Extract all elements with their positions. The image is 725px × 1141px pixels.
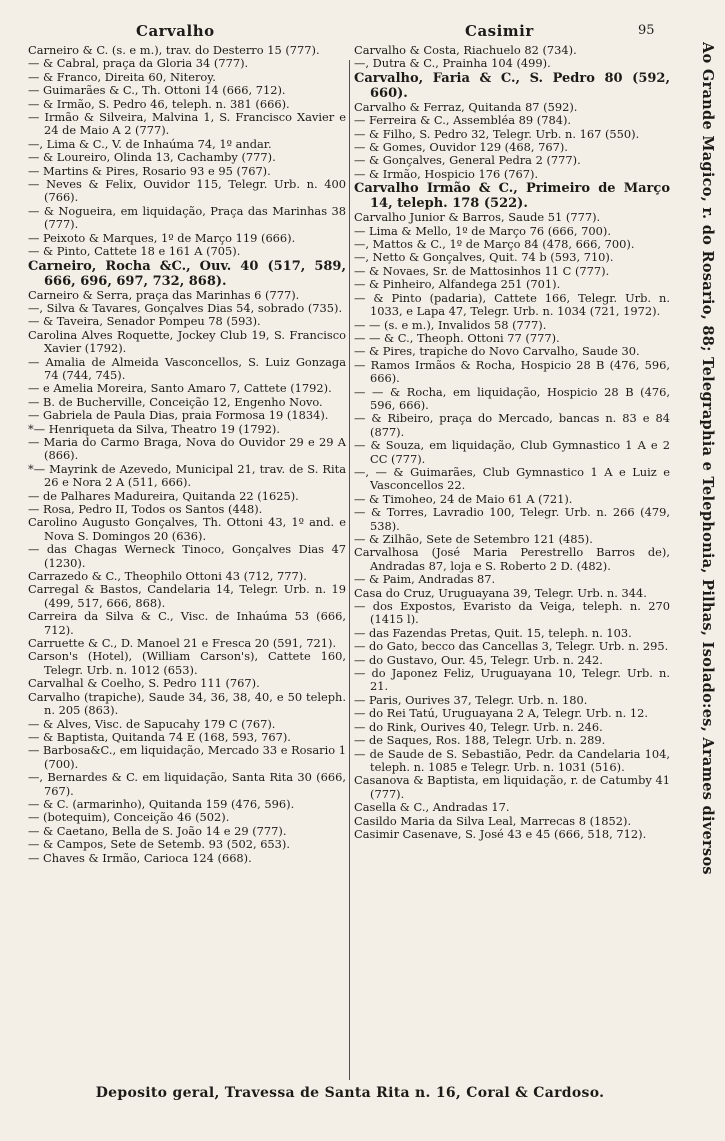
- directory-entry: *— Henriqueta da Silva, Theatro 19 (1792).: [28, 421, 281, 436]
- directory-entry: — & Irmão, Hospicio 176 (767).: [354, 166, 539, 181]
- directory-entry: — — & Rocha, em liquidação, Hospicio 28 B (476, 596, 666).: [354, 384, 670, 412]
- directory-entry: Carreira da Silva & C., Visc. de Inhaúma 53 (666, 712).: [28, 609, 346, 637]
- directory-entry: — Rosa, Pedro II, Todos os Santos (448).: [28, 502, 263, 516]
- directory-entry: Carvalho Junior & Barros, Saude 51 (777).: [354, 210, 601, 225]
- directory-entry: Carolina Alves Roquette, Jockey Club 19, S. Francisco Xavier (1792).: [28, 327, 346, 356]
- directory-entry: — Irmão & Silveira, Malvina 1, S. Francisco Xavier e 24 de Maio A 2 (777).: [28, 110, 346, 138]
- directory-entry: — de Saques, Ros. 188, Telegr. Urb. n. 289.: [354, 733, 606, 748]
- directory-entry: Carvalho Irmão & C., Primeiro de Março 14, teleph. 178 (522).: [354, 181, 670, 212]
- right-column: [354, 44, 670, 841]
- directory-entry: — & Pinto, Cattete 18 e 161 A (705).: [28, 244, 241, 259]
- directory-entry: Carregal & Bastos, Candelaria 14, Telegr. Urb. n. 19 (499, 517, 666, 868).: [28, 582, 346, 610]
- directory-entry: — Amalia de Almeida Vasconcellos, S. Luiz Gonzaga 74 (744, 745).: [28, 354, 346, 382]
- directory-entry: — Gabriela de Paula Dias, praia Formosa 19 (1834).: [28, 408, 329, 423]
- directory-entry: — dos Expostos, Evaristo da Veiga, teleph. n. 270 (1415 l).: [354, 599, 670, 627]
- directory-entry: — & Pires, trapiche do Novo Carvalho, Saude 30.: [354, 344, 640, 359]
- directory-entry: — Peixoto & Marques, 1º de Março 119 (666).: [28, 230, 296, 245]
- directory-entry: — & Gomes, Ouvidor 129 (468, 767).: [354, 140, 568, 155]
- directory-entry: Carson's (Hotel), (William Carson's), Cattete 160, Telegr. Urb. n. 1012 (653).: [28, 649, 346, 677]
- directory-entry: — do Rink, Ourives 40, Telegr. Urb. n. 246.: [354, 719, 603, 734]
- directory-entry: Casanova & Baptista, em liquidação, r. de Catumby 41 (777).: [354, 773, 670, 801]
- directory-entry: — & Pinto (padaria), Cattete 166, Telegr. Urb. n. 1033, e Lapa 47, Telegr. Urb. n. 1034 (721, 1972).: [354, 290, 670, 319]
- directory-entry: — & Franco, Direita 60, Niteroy.: [28, 69, 216, 84]
- directory-entry: Casimir Casenave, S. José 43 e 45 (666, 518, 712).: [354, 826, 647, 841]
- directory-entry: Carrazedo & C., Theophilo Ottoni 43 (712, 777).: [28, 569, 307, 584]
- directory-entry: — & Loureiro, Olinda 13, Cachamby (777).: [28, 150, 276, 165]
- directory-entry: —, Lima & C., V. de Inhaúma 74, 1º andar.: [28, 136, 272, 151]
- directory-entry: — & Campos, Sete de Setemb. 93 (502, 653).: [28, 837, 290, 852]
- directory-entry: — e Amelia Moreira, Santo Amaro 7, Cattete (1792).: [28, 381, 332, 396]
- footer-advertisement: Deposito geral, Travessa de Santa Rita n. 16, Coral & Cardoso.: [95, 1085, 605, 1101]
- directory-entry: — Maria do Carmo Braga, Nova do Ouvidor 29 e 29 A (866).: [28, 434, 346, 463]
- directory-entry: — & Paim, Andradas 87.: [354, 572, 496, 587]
- header-right-title: Casimir: [465, 22, 534, 40]
- directory-entry: — & Gonçalves, General Pedra 2 (777).: [354, 153, 581, 168]
- directory-entry: Carolino Augusto Gonçalves, Th. Ottoni 43, 1º and. e Nova S. Domingos 20 (636).: [28, 515, 346, 543]
- directory-entry: —, Silva & Tavares, Gonçalves Dias 54, sobrado (735).: [28, 300, 343, 315]
- directory-entry: Casella & C., Andradas 17.: [354, 800, 510, 815]
- directory-entry: — das Fazendas Pretas, Quit. 15, teleph. n. 103.: [354, 625, 632, 640]
- directory-entry: — & Timoheo, 24 de Maio 61 A (721).: [354, 491, 573, 506]
- directory-entry: — & Taveira, Senador Pompeu 78 (593).: [28, 314, 261, 329]
- left-column: [28, 44, 346, 865]
- directory-entry: — Neves & Felix, Ouvidor 115, Telegr. Urb. n. 400 (766).: [28, 177, 346, 205]
- directory-entry: Carvalho & Costa, Riachuelo 82 (734).: [354, 43, 577, 57]
- directory-entry: Casildo Maria da Silva Leal, Marrecas 8 (1852).: [354, 813, 632, 828]
- directory-entry: Carvalho, Faria & C., S. Pedro 80 (592, 660).: [354, 70, 670, 101]
- directory-entry: — Guimarães & C., Th. Ottoni 14 (666, 712).: [28, 83, 286, 98]
- directory-entry: — Ramos Irmãos & Rocha, Hospicio 28 B (476, 596, 666).: [354, 357, 670, 386]
- directory-entry: — — (s. e m.), Invalidos 58 (777).: [354, 317, 547, 332]
- directory-entry: — do Gato, becco das Cancellas 3, Telegr. Urb. n. 295.: [354, 639, 669, 654]
- directory-entry: — de Saude de S. Sebastião, Pedr. da Candelaria 104, teleph. n. 1085 e Telegr. Urb. n. 1031 (516).: [354, 746, 670, 774]
- directory-entry: — & Irmão, S. Pedro 46, teleph. n. 381 (666).: [28, 96, 290, 111]
- directory-entry: — & Pinheiro, Alfandega 251 (701).: [354, 277, 561, 292]
- directory-entry: —, Netto & Gonçalves, Quit. 74 b (593, 710).: [354, 250, 614, 265]
- directory-entry: — & Torres, Lavradio 100, Telegr. Urb. n. 266 (479, 538).: [354, 505, 670, 533]
- directory-entry: — & Souza, em liquidação, Club Gymnastico 1 A e 2 CC (777).: [354, 438, 670, 466]
- directory-entry: — & Nogueira, em liquidação, Praça das Marinhas 38 (777).: [28, 203, 346, 232]
- directory-entry: — & Baptista, Quitanda 74 E (168, 593, 767).: [28, 729, 291, 744]
- directory-entry: — do Rei Tatú, Uruguayana 2 A, Telegr. Urb. n. 12.: [354, 706, 648, 721]
- page-header: [0, 22, 690, 44]
- header-left-title: Carvalho: [136, 22, 215, 40]
- directory-entry: — Martins & Pires, Rosario 93 e 95 (767).: [28, 163, 271, 178]
- directory-entry: — & Alves, Visc. de Sapucahy 179 C (767).: [28, 716, 276, 731]
- directory-entry: *— Mayrink de Azevedo, Municipal 21, trav. de S. Rita 26 e Nora 2 A (511, 666).: [28, 461, 346, 490]
- directory-entry: — Paris, Ourives 37, Telegr. Urb. n. 180.: [354, 692, 588, 707]
- directory-entry: — — & C., Theoph. Ottoni 77 (777).: [354, 330, 560, 345]
- directory-entry: Carneiro, Rocha &C., Ouv. 40 (517, 589, 666, 696, 697, 732, 868).: [28, 258, 346, 289]
- directory-entry: — & Cabral, praça da Gloria 34 (777).: [28, 56, 249, 71]
- directory-entry: Casa do Cruz, Uruguayana 39, Telegr. Urb. n. 344.: [354, 585, 647, 600]
- directory-entry: — de Palhares Madureira, Quitanda 22 (1625).: [28, 488, 299, 503]
- directory-entry: —, Dutra & C., Prainha 104 (499).: [354, 56, 551, 71]
- directory-entry: — (botequim), Conceição 46 (502).: [28, 810, 230, 825]
- directory-entry: — & Novaes, Sr. de Mattosinhos 11 C (777).: [354, 263, 610, 278]
- directory-entry: Carneiro & C. (s. e m.), trav. do Desterro 15 (777).: [28, 43, 320, 57]
- directory-entry: Carvalho (trapiche), Saude 34, 36, 38, 40, e 50 teleph. n. 205 (863).: [28, 689, 346, 718]
- directory-entry: — & Zilhão, Sete de Setembro 121 (485).: [354, 532, 593, 546]
- page-number: 95: [638, 23, 655, 38]
- directory-entry: Carvalhosa (José Maria Perestrello Barros de), Andradas 87, loja e S. Roberto 2 D. (482).: [354, 545, 670, 573]
- directory-entry: Carneiro & Serra, praça das Marinhas 6 (777).: [28, 287, 300, 302]
- directory-entry: — Ferreira & C., Assembléa 89 (784).: [354, 113, 572, 128]
- directory-entry: Carruette & C., D. Manoel 21 e Fresca 20 (591, 721).: [28, 636, 337, 651]
- directory-entry: — do Japonez Feliz, Uruguayana 10, Telegr. Urb. n. 21.: [354, 666, 670, 694]
- directory-entry: — & C. (armarinho), Quitanda 159 (476, 596).: [28, 796, 295, 811]
- directory-entry: — Barbosa&C., em liquidação, Mercado 33 e Rosario 1 (700).: [28, 743, 346, 771]
- directory-entry: — & Filho, S. Pedro 32, Telegr. Urb. n. 167 (550).: [354, 126, 640, 141]
- directory-entry: —, Bernardes & C. em liquidação, Santa Rita 30 (666, 767).: [28, 770, 346, 798]
- directory-entry: — B. de Bucherville, Conceição 12, Engenho Novo.: [28, 394, 323, 409]
- column-divider: [349, 60, 350, 1080]
- directory-entry: —, — & Guimarães, Club Gymnastico 1 A e Luiz e Vasconcellos 22.: [354, 464, 670, 493]
- directory-entry: — Chaves & Irmão, Carioca 124 (668).: [28, 850, 252, 865]
- directory-entry: — & Caetano, Bella de S. João 14 e 29 (777).: [28, 823, 287, 838]
- directory-entry: — Lima & Mello, 1º de Março 76 (666, 700).: [354, 223, 611, 238]
- directory-entry: Carvalhal & Coelho, S. Pedro 111 (767).: [28, 676, 260, 691]
- directory-entry: — & Ribeiro, praça do Mercado, bancas n. 83 e 84 (877).: [354, 411, 670, 439]
- directory-entry: Carvalho & Ferraz, Quitanda 87 (592).: [354, 99, 578, 114]
- side-advertisement: Ao Grande Magico, r. do Rosario, 88; Telegraphia e Telephonia, Pilhas, Isolado:es, Arames diversos: [699, 42, 716, 875]
- directory-entry: — das Chagas Werneck Tinoco, Gonçalves Dias 47 (1230).: [28, 542, 346, 570]
- directory-entry: —, Mattos & C., 1º de Março 84 (478, 666, 700).: [354, 237, 635, 252]
- directory-entry: — do Gustavo, Our. 45, Telegr. Urb. n. 242.: [354, 652, 603, 667]
